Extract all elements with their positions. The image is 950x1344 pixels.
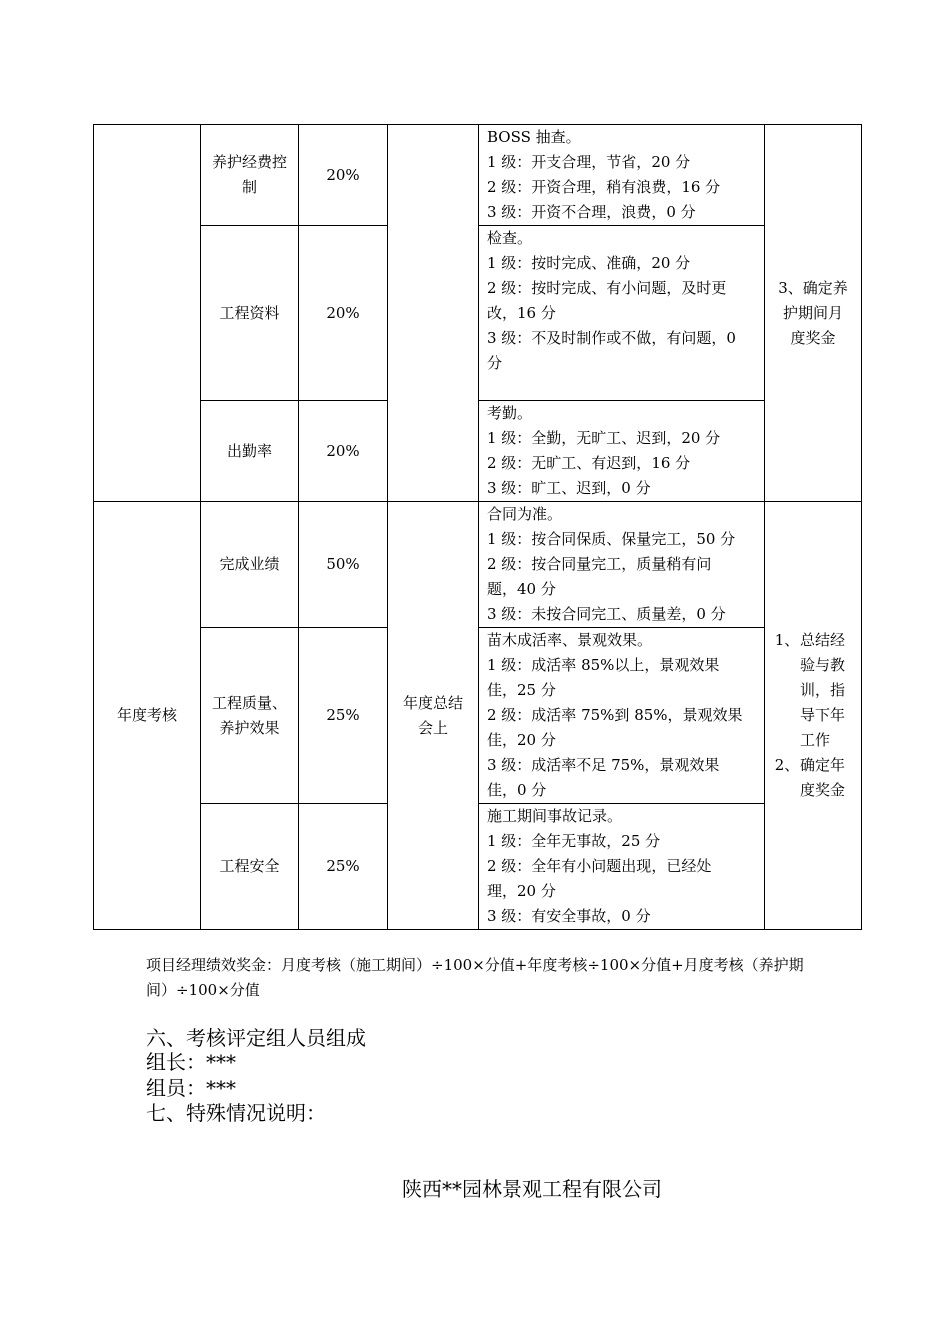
criteria-line: 苗木成活率、景观效果。 [487,631,653,649]
criteria-line: 佳，20 分 [487,731,556,749]
criteria-line: 佳，25 分 [487,681,556,699]
criteria-line: 2 级：按时完成、有小问题，及时更 [487,279,727,297]
weight-cell: 20% [299,125,388,226]
item-cell: 养护经费控制 [201,125,299,226]
criteria-cell [479,804,765,930]
item-cell: 工程安全 [201,804,299,930]
criteria-line: 2 级：成活率 75%到 85%，景观效果 [487,706,743,724]
weight-cell: 50% [299,502,388,628]
criteria-cell [479,125,765,226]
criteria-line: 改，16 分 [487,304,556,322]
criteria-line: 3 级：旷工、迟到，0 分 [487,479,651,497]
item-cell: 出勤率 [201,401,299,502]
group-leader: 组长：*** [146,1050,236,1074]
criteria-line: 3 级：不及时制作或不做，有问题，0 [487,329,736,347]
category-cell-monthly [94,125,201,502]
use-cell-annual [765,502,862,930]
criteria-cell [479,401,765,502]
criteria-line: 考勤。 [487,404,533,422]
use-list-item [765,628,861,753]
criteria-line: 合同为准。 [487,505,563,523]
use-list-number: 1、 [774,631,800,649]
bonus-formula: 项目经理绩效奖金：月度考核（施工期间）÷100×分值+年度考核÷100×分值+月度考核（养护期间）÷100×分值 [146,956,804,999]
criteria-line: 3 级：成活率不足 75%，景观效果 [487,756,720,774]
criteria-line: BOSS 抽查。 [487,128,581,146]
section-6-title: 六、考核评定组人员组成 [146,1026,366,1050]
assessment-table [93,124,862,930]
category-cell-annual: 年度考核 [94,502,201,930]
criteria-line: 检查。 [487,229,533,247]
criteria-line: 3 级：有安全事故，0 分 [487,907,651,925]
time-cell-annual: 年度总结会上 [388,502,479,930]
criteria-line: 1 级：成活率 85%以上，景观效果 [487,656,720,674]
criteria-line: 题，40 分 [487,580,556,598]
company-name: 陕西**园林景观工程有限公司 [402,1177,662,1201]
criteria-line: 1 级：按合同保质、保量完工，50 分 [487,530,736,548]
criteria-line: 1 级：按时完成、准确，20 分 [487,254,691,272]
use-cell-monthly: 3、确定养护期间月度奖金 [765,125,862,502]
weight-cell: 20% [299,226,388,401]
criteria-cell [479,226,765,401]
criteria-line: 1 级：全勤，无旷工、迟到，20 分 [487,429,721,447]
criteria-cell [479,502,765,628]
criteria-line: 理，20 分 [487,882,556,900]
criteria-line: 施工期间事故记录。 [487,807,623,825]
criteria-line: 2 级：无旷工、有迟到，16 分 [487,454,691,472]
criteria-line: 2 级：全年有小问题出现，已经处 [487,857,712,875]
use-list-text: 确定年度奖金 [800,756,846,799]
item-cell: 工程质量、养护效果 [201,628,299,804]
criteria-line: 3 级：未按合同完工、质量差，0 分 [487,605,726,623]
weight-cell: 25% [299,628,388,804]
use-list-item [765,753,861,803]
weight-cell: 25% [299,804,388,930]
criteria-line: 佳，0 分 [487,781,547,799]
use-list-text: 总结经验与教训，指导下年工作 [800,631,846,749]
criteria-line: 3 级：开资不合理，浪费，0 分 [487,203,696,221]
weight-cell: 20% [299,401,388,502]
criteria-line: 2 级：开资合理，稍有浪费，16 分 [487,178,721,196]
group-member: 组员：*** [146,1076,236,1100]
criteria-line: 2 级：按合同量完工，质量稍有问 [487,555,712,573]
criteria-line: 分 [487,354,503,372]
criteria-line: 1 级：开支合理，节省，20 分 [487,153,691,171]
criteria-cell [479,628,765,804]
time-cell-monthly [388,125,479,502]
use-list-number: 2、 [774,756,800,774]
item-cell: 完成业绩 [201,502,299,628]
criteria-line: 1 级：全年无事故，25 分 [487,832,661,850]
section-7-title: 七、特殊情况说明： [146,1101,326,1125]
item-cell: 工程资料 [201,226,299,401]
